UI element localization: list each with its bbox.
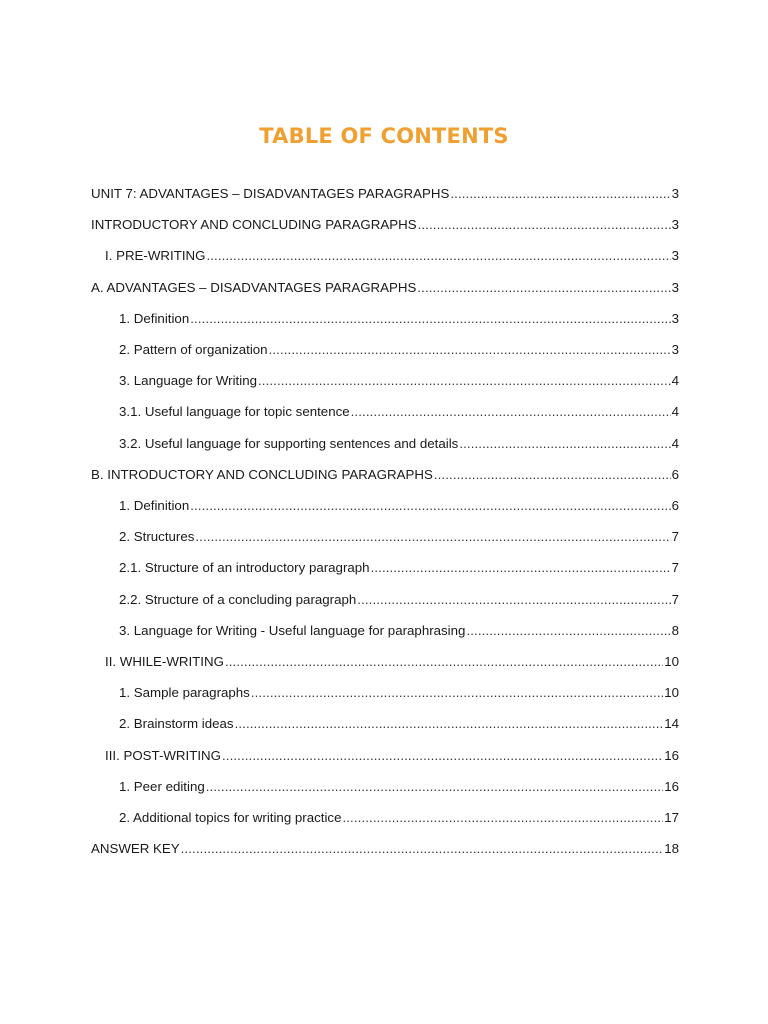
toc-entry-page-number: 4 — [671, 435, 679, 451]
toc-entry[interactable] — [119, 340, 679, 360]
toc-entry-label: II. WHILE-WRITING — [105, 654, 224, 669]
page-title: TABLE OF CONTENTS — [259, 124, 509, 149]
toc-entry-label: 3.2. Useful language for supporting sentences and details — [119, 435, 459, 451]
toc-entry-page-number: 14 — [664, 716, 679, 732]
toc-entry-page-number: 3 — [671, 217, 679, 233]
toc-entry-page-number: 16 — [664, 778, 679, 794]
toc-entry-label: 3.1. Useful language for topic sentence — [119, 404, 350, 420]
toc-entry[interactable] — [91, 184, 679, 204]
toc-entry-page-number: 16 — [664, 747, 679, 763]
toc-entry-page-number: 4 — [671, 373, 679, 389]
toc-entry-page-number: 8 — [671, 622, 679, 638]
toc-entry-page-number: 10 — [664, 685, 679, 701]
dot-leader — [235, 714, 664, 734]
toc-entry-label: 2. Brainstorm ideas — [119, 716, 234, 732]
toc-entry[interactable] — [91, 278, 679, 298]
toc-entry-page-number: 3 — [671, 186, 679, 201]
dot-leader — [251, 683, 663, 703]
dot-leader — [450, 184, 670, 204]
toc-entry-page-number: 3 — [671, 248, 679, 264]
toc-entry-label: 1. Sample paragraphs — [119, 685, 250, 701]
toc-entry-label: 1. Peer editing — [119, 778, 205, 794]
toc-entry-label: A. ADVANTAGES – DISADVANTAGES PARAGRAPHS — [91, 279, 417, 295]
toc-entry-page-number: 6 — [671, 466, 679, 482]
dot-leader — [190, 496, 670, 516]
toc-entry-label: 1. Definition — [119, 498, 190, 513]
toc-entry-page-number: 10 — [664, 654, 679, 669]
toc-entry[interactable] — [119, 402, 679, 422]
toc-entry-label: B. INTRODUCTORY AND CONCLUDING PARAGRAPHS — [91, 466, 433, 482]
toc-entry[interactable] — [119, 808, 679, 828]
toc-entry[interactable] — [119, 590, 679, 610]
dot-leader — [181, 839, 664, 859]
dot-leader — [258, 371, 671, 391]
dot-leader — [459, 434, 670, 454]
dot-leader — [206, 777, 663, 797]
dot-leader — [269, 340, 671, 360]
toc-entry-label: INTRODUCTORY AND CONCLUDING PARAGRAPHS — [91, 217, 417, 233]
toc-entry[interactable] — [119, 714, 679, 734]
toc-entry[interactable] — [119, 777, 679, 797]
dot-leader — [466, 621, 670, 641]
toc-entry[interactable] — [105, 746, 679, 766]
toc-entry-label: 2. Pattern of organization — [119, 342, 268, 357]
dot-leader — [371, 558, 671, 578]
toc-entry[interactable] — [105, 246, 679, 266]
toc-entry-label: UNIT 7: ADVANTAGES – DISADVANTAGES PARAGRAPHS — [91, 186, 450, 201]
dot-leader — [225, 652, 663, 672]
toc-entry[interactable] — [119, 621, 679, 641]
toc-entry[interactable] — [91, 839, 679, 859]
toc-entry[interactable] — [91, 215, 679, 235]
dot-leader — [357, 590, 670, 610]
dot-leader — [418, 215, 671, 235]
dot-leader — [190, 309, 670, 329]
toc-entry[interactable] — [105, 652, 679, 672]
toc-entry-label: 2. Structures — [119, 529, 195, 545]
toc-entry-label: ANSWER KEY — [91, 841, 180, 857]
toc-entry[interactable] — [91, 465, 679, 485]
toc-entry[interactable] — [119, 496, 679, 516]
toc-entry[interactable] — [119, 558, 679, 578]
toc-entry-label: III. POST-WRITING — [105, 747, 221, 763]
toc-entry-page-number: 3 — [671, 342, 679, 357]
toc-entry-label: 1. Definition — [119, 310, 190, 326]
dot-leader — [206, 246, 670, 266]
dot-leader — [342, 808, 663, 828]
toc-entry[interactable] — [119, 434, 679, 454]
toc-entry-label: 2.2. Structure of a concluding paragraph — [119, 591, 357, 607]
toc-entry-page-number: 7 — [671, 560, 679, 576]
dot-leader — [417, 278, 670, 298]
dot-leader — [351, 402, 671, 422]
toc-entry-label: I. PRE-WRITING — [105, 248, 206, 264]
toc-entry-label: 2.1. Structure of an introductory paragraph — [119, 560, 370, 576]
toc-entry[interactable] — [119, 683, 679, 703]
toc-entry-page-number: 4 — [671, 404, 679, 420]
toc-entry-label: 3. Language for Writing - Useful language for paraphrasing — [119, 622, 466, 638]
toc-entry[interactable] — [119, 309, 679, 329]
toc-entry-page-number: 18 — [664, 841, 679, 857]
toc-entry[interactable] — [119, 371, 679, 391]
toc-entry-page-number: 3 — [671, 310, 679, 326]
toc-entry-page-number: 3 — [671, 279, 679, 295]
toc-entry-label: 3. Language for Writing — [119, 373, 257, 389]
toc-entry-label: 2. Additional topics for writing practice — [119, 810, 342, 825]
toc-entry[interactable] — [119, 527, 679, 547]
toc-entry-page-number: 17 — [664, 810, 679, 825]
dot-leader — [195, 527, 670, 547]
toc-entry-page-number: 6 — [671, 498, 679, 513]
dot-leader — [222, 746, 663, 766]
toc-entry-page-number: 7 — [671, 529, 679, 545]
dot-leader — [434, 465, 671, 485]
toc-entry-page-number: 7 — [671, 591, 679, 607]
